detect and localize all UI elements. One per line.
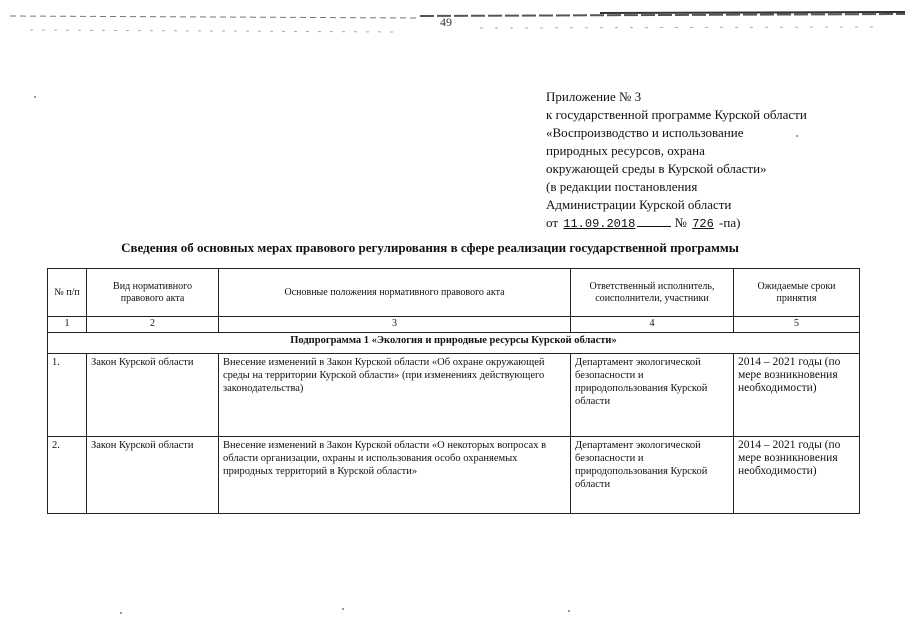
header-provisions: Основные положения нормативного правового акта [219, 269, 571, 317]
date-underline [637, 225, 671, 227]
number-prefix: № [674, 215, 687, 230]
appendix-block [546, 88, 886, 233]
row-executor: Департамент экологической безопасности и природопользования Курской области [571, 437, 734, 514]
row-num: 2. [48, 437, 87, 514]
column-number: 4 [571, 317, 734, 333]
appendix-line: «Воспроизводство и использование [546, 125, 744, 140]
header-deadline: Ожидаемые сроки принятия [734, 269, 860, 317]
appendix-line: к государственной программе Курской области [546, 107, 807, 122]
row-provisions: Внесение изменений в Закон Курской области «О некоторых вопросах в области организации, охраны и использования особо охраняемых природных территорий в Курской области» [219, 437, 571, 514]
appendix-line: окружающей среды в Курской области» [546, 161, 767, 176]
appendix-line: Администрации Курской области [546, 197, 732, 212]
date-prefix: от [546, 215, 559, 230]
column-number-row [48, 317, 860, 333]
header-executor: Ответственный исполнитель, соисполнители, участники [571, 269, 734, 317]
scan-speck [34, 96, 36, 98]
row-act-type: Закон Курской области [87, 437, 219, 514]
row-executor: Департамент экологической безопасности и природопользования Курской области [571, 354, 734, 437]
scan-speck [796, 135, 798, 137]
scan-speck [342, 608, 344, 610]
row-provisions: Внесение изменений в Закон Курской области «Об охране окружающей среды на территории Курской области» (при изменениях действующего законодательства) [219, 354, 571, 437]
row-act-type: Закон Курской области [87, 354, 219, 437]
scan-artifact-header [0, 8, 905, 38]
table-header-row [48, 269, 860, 317]
header-num: № п/п [48, 269, 87, 317]
decree-date: 11.09.2018 [563, 217, 636, 231]
document-title: Сведения об основных мерах правового регулирования в сфере реализации государственной программы [121, 240, 739, 255]
measures-table [47, 268, 860, 514]
column-number: 2 [87, 317, 219, 333]
header-act-type: Вид нормативного правового акта [87, 269, 219, 317]
column-number: 3 [219, 317, 571, 333]
subprogram-row [48, 333, 860, 354]
table-row [48, 437, 860, 514]
row-deadline: 2014 – 2021 годы (по мере возникновения необходимости) [734, 354, 860, 437]
number-suffix: -па) [719, 215, 741, 230]
appendix-line: Приложение № 3 [546, 89, 642, 104]
scan-speck [568, 610, 570, 612]
scan-speck [120, 612, 122, 614]
page-number: 49 [440, 15, 452, 29]
table-row [48, 354, 860, 437]
decree-number: 726 [692, 217, 714, 231]
appendix-line: (в редакции постановления [546, 179, 698, 194]
appendix-line: природных ресурсов, охрана [546, 143, 705, 158]
subprogram-title: Подпрограмма 1 «Экология и природные ресурсы Курской области» [48, 333, 860, 354]
column-number: 1 [48, 317, 87, 333]
row-deadline: 2014 – 2021 годы (по мере возникновения необходимости) [734, 437, 860, 514]
appendix-date-line [546, 214, 886, 233]
row-num: 1. [48, 354, 87, 437]
column-number: 5 [734, 317, 860, 333]
